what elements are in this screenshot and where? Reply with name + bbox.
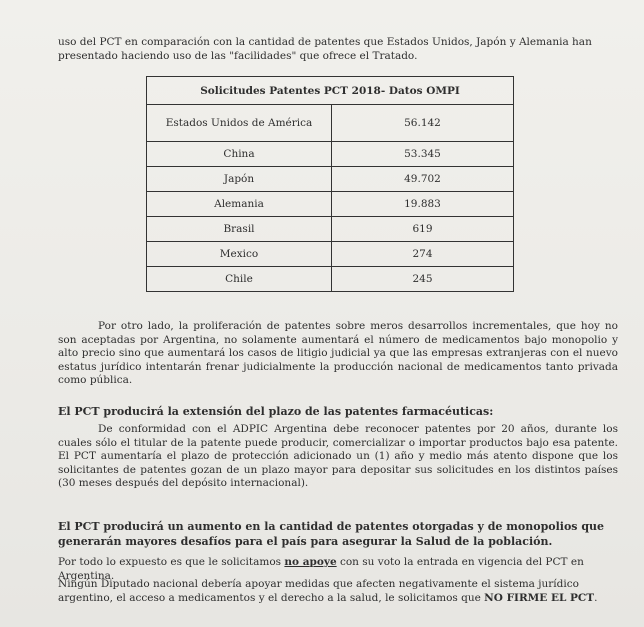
country-cell: Chile (147, 267, 332, 292)
intro-line-2: presentado haciendo uso de las "facilidades" que ofrece el Tratado. (58, 49, 418, 62)
closing-text: Ningún Diputado nacional debería apoyar medidas que afecten negativamente el sistema jurídico argentino, el acceso a medicamentos y el derecho a la salud, le solicitamos que (58, 578, 579, 604)
value-cell: 274 (332, 242, 514, 267)
value-cell: 56.142 (332, 105, 514, 142)
paragraph-term-extension (58, 423, 618, 491)
request-text-end: con su voto la entrada en vigencia del PCT en Argentina. (58, 556, 584, 582)
emphasis-no-apoye: no apoye (284, 556, 337, 568)
table-row (147, 105, 514, 142)
paragraph-closing (58, 578, 618, 605)
country-cell: Alemania (147, 192, 332, 217)
country-cell: Mexico (147, 242, 332, 267)
value-cell: 19.883 (332, 192, 514, 217)
paragraph-text: De conformidad con el ADPIC Argentina debe reconocer patentes por 20 años, durante los cuales sólo el titular de la patente puede producir, comercializar o importar productos bajo esa patente. El PCT aumentaría el plazo de protección adicionado un (1) año y medio más atento dispone que los solicitantes de patentes gozan de un plazo mayor para depositar sus solicitudes en los distintos países (30 meses después del depósito internacional). (58, 423, 618, 489)
table-row (147, 167, 514, 192)
value-cell: 245 (332, 267, 514, 292)
value-cell: 619 (332, 217, 514, 242)
country-cell: Estados Unidos de América (147, 105, 332, 142)
value-cell: 53.345 (332, 142, 514, 167)
table-row (147, 217, 514, 242)
paragraph-incremental-patents (58, 320, 618, 388)
table-row (147, 242, 514, 267)
value-cell: 49.702 (332, 167, 514, 192)
country-cell: China (147, 142, 332, 167)
request-text: Por todo lo expuesto es que le solicitamos (58, 556, 285, 568)
country-cell: Japón (147, 167, 332, 192)
section-heading-monopolies: El PCT producirá un aumento en la cantidad de patentes otorgadas y de monopolios que generarán mayores desafíos para el país para asegurar la Salud de la población. (58, 520, 605, 548)
country-cell: Brasil (147, 217, 332, 242)
emphasis-no-firme: NO FIRME EL PCT (484, 591, 595, 604)
closing-text-end: . (594, 591, 598, 604)
table-title: Solicitudes Patentes PCT 2018- Datos OMPI (147, 77, 514, 105)
intro-line-1: uso del PCT en comparación con la cantidad de patentes que Estados Unidos, Japón y Alemania han (58, 36, 592, 48)
table-row (147, 192, 514, 217)
section-heading-term-extension: El PCT producirá la extensión del plazo de las patentes farmacéuticas: (58, 405, 494, 418)
table-row (147, 267, 514, 292)
patents-table (146, 76, 514, 292)
table-row (147, 142, 514, 167)
paragraph-text: Por otro lado, la proliferación de patentes sobre meros desarrollos incrementales, que hoy no son aceptadas por Argentina, no solamente aumentará el número de medicamentos bajo monopolio y alto precio sino que aumentará los casos de litigio judicial ya que las empresas extranjeras con el nuevo estatus jurídico intentarán frenar judicialmente la producción nacional de medicamentos tanto privada como pública. (58, 320, 618, 386)
intro-paragraph (58, 36, 618, 63)
